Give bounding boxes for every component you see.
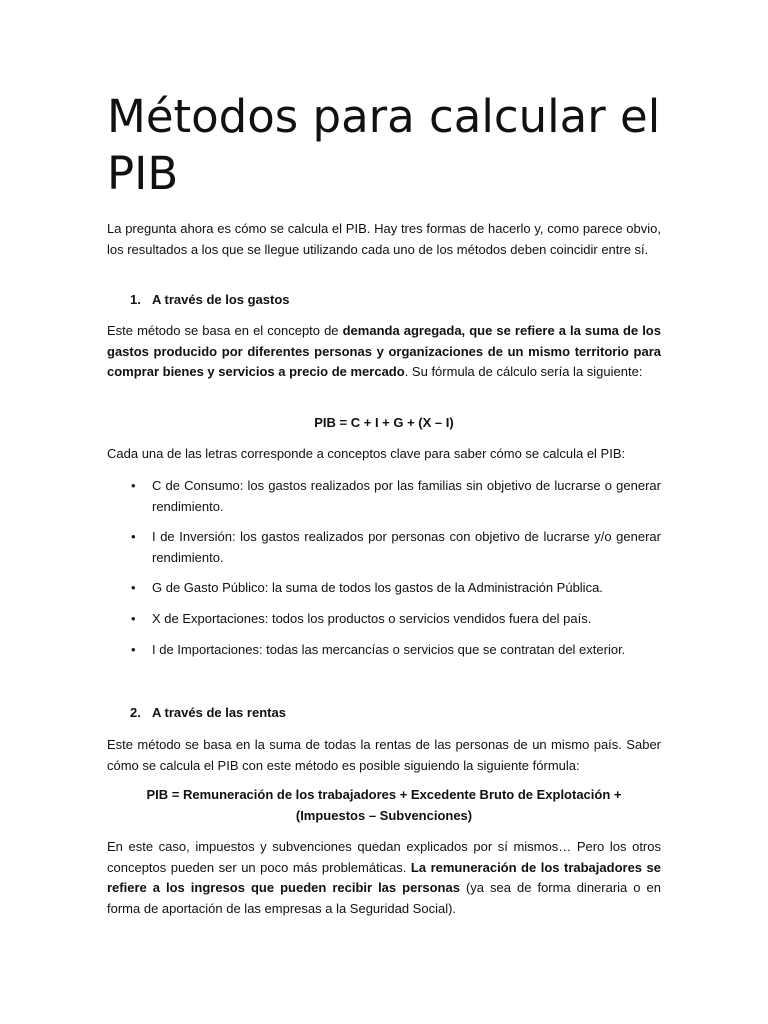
bullet-icon: • xyxy=(131,580,136,595)
list-item xyxy=(107,476,661,517)
section-1-paragraph xyxy=(107,321,661,383)
list-item-text: I de Inversión: los gastos realizados por personas con objetivo de lucrarse y/o generar rendimiento. xyxy=(152,529,661,565)
bullet-icon: • xyxy=(131,529,136,544)
formula-gastos-text: PIB = C + I + G + (X – I) xyxy=(314,415,454,430)
list-item-text: I de Importaciones: todas las mercancías o servicios que se contratan del exterior. xyxy=(152,642,626,657)
section-2-paragraph-2-bold: La remuneración de los trabajadores se refiere a los ingresos que pueden recibir las personas xyxy=(107,859,661,895)
section-1-title: A través de los gastos xyxy=(152,292,290,307)
list-item-text: G de Gasto Público: la suma de todos los gastos de la Administración Pública. xyxy=(152,580,603,595)
section-2-paragraph-2 xyxy=(107,837,661,919)
section-1-heading xyxy=(107,290,661,311)
section-2-paragraph-2-start: En este caso, impuestos y subvenciones quedan explicados por sí mismos… Pero los otros conceptos pueden ser un poco más problemáticas. xyxy=(107,839,661,875)
bullet-icon: • xyxy=(131,642,136,657)
bullet-icon: • xyxy=(131,478,136,493)
list-item-text: X de Exportaciones: todos los productos o servicios vendidos fuera del país. xyxy=(152,611,592,626)
section-2-paragraph-2-end: (ya sea de forma dineraria o en forma de aportación de las empresas a la Seguridad Social). xyxy=(107,880,661,916)
list-item xyxy=(107,578,661,599)
formula-gastos xyxy=(107,413,661,434)
section-2-heading xyxy=(107,703,661,724)
section-2-number: 2. xyxy=(130,705,141,720)
list-item-text: C de Consumo: los gastos realizados por las familias sin objetivo de lucrarse o generar rendimiento. xyxy=(152,478,661,514)
section-1-paragraph-end: . Su fórmula de cálculo sería la siguiente: xyxy=(404,364,643,379)
section-1-number: 1. xyxy=(130,292,141,307)
section-1-paragraph-bold: demanda agregada, que se refiere a la suma de los gastos producido por diferentes personas y organizaciones de un mismo territorio para comprar bienes y servicios a precio de mercado xyxy=(107,323,661,379)
letters-intro: Cada una de las letras corresponde a conceptos clave para saber cómo se calcula el PIB: xyxy=(107,446,626,461)
list-item xyxy=(107,609,661,630)
page-title: Métodos para calcular el PIB xyxy=(107,90,661,200)
formula-rentas-text: PIB = Remuneración de los trabajadores + Excedente Bruto de Explotación + (Impuestos – Subvenciones) xyxy=(146,787,622,823)
section-2-title: A través de las rentas xyxy=(152,705,286,720)
formula-rentas xyxy=(107,785,661,826)
section-2-paragraph: Este método se basa en la suma de todas la rentas de las personas de un mismo país. Saber cómo se calcula el PIB con este método es posible siguiendo la siguiente fórmula: xyxy=(107,737,661,773)
intro-paragraph: La pregunta ahora es cómo se calcula el PIB. Hay tres formas de hacerlo y, como parece obvio, los resultados a los que se llegue utilizando cada uno de los métodos deben coincidir entre sí. xyxy=(107,221,661,257)
bullet-icon: • xyxy=(131,611,136,626)
list-item xyxy=(107,640,661,661)
section-1-paragraph-start: Este método se basa en el concepto de xyxy=(107,323,343,338)
list-item xyxy=(107,527,661,568)
